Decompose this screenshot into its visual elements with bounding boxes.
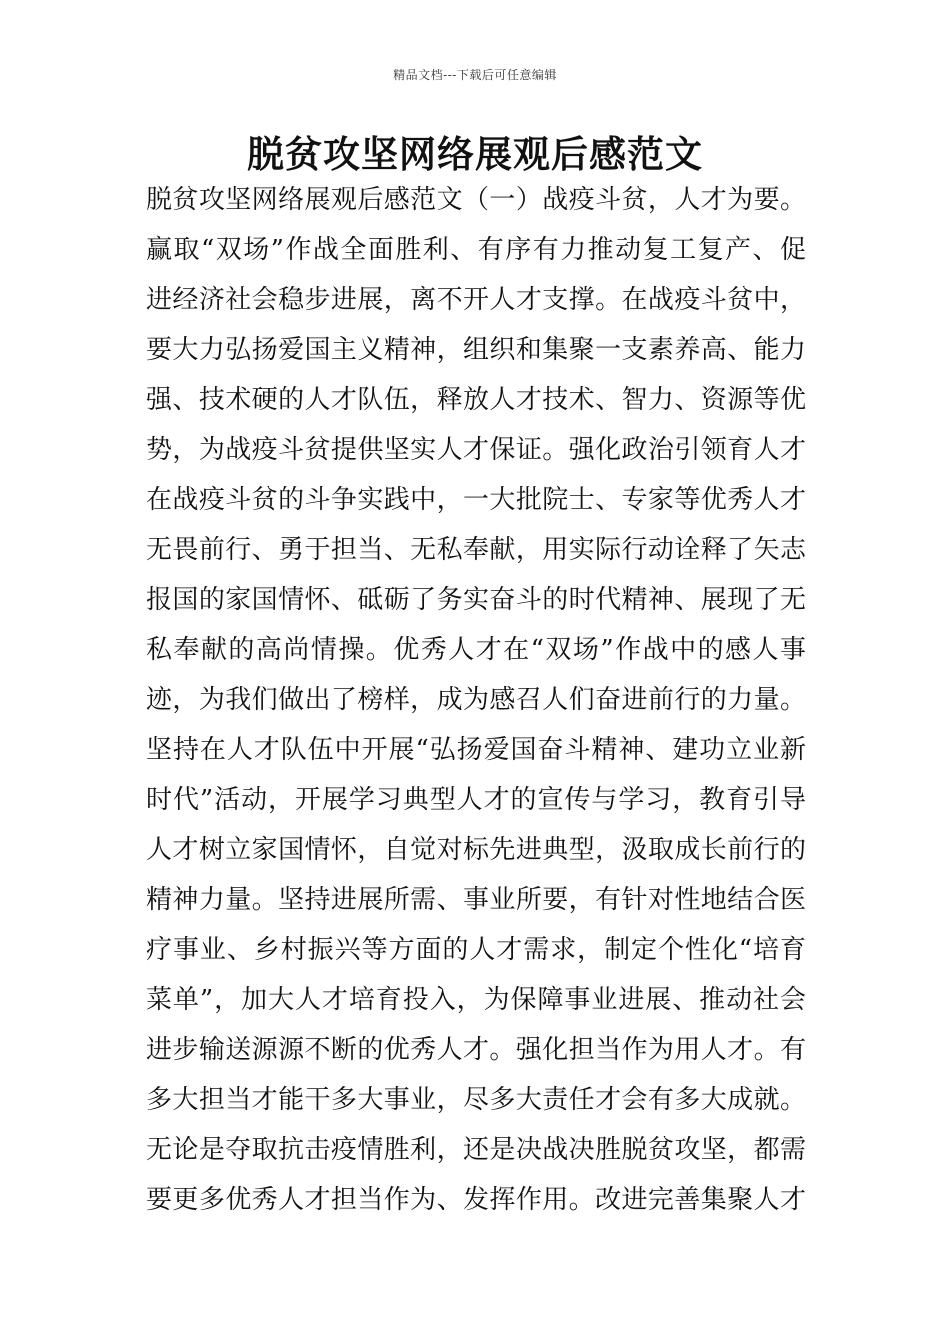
- body-line: 疗事业、乡村振兴等方面的人才需求，制定个性化“培育: [146, 935, 806, 965]
- body-line: 要大力弘扬爱国主义精神，组织和集聚一支素养高、能力: [146, 335, 806, 365]
- body-line: 强、技术硬的人才队伍，释放人才技术、智力、资源等优: [146, 385, 806, 415]
- header-note: 精品文档---下载后可任意编辑: [393, 68, 557, 82]
- body-line: 无畏前行、勇于担当、无私奉献，用实际行动诠释了矢志: [146, 535, 806, 565]
- body-line: 进步输送源源不断的优秀人才。强化担当作为用人才。有: [146, 1035, 806, 1065]
- body-line: 报国的家国情怀、砥砺了务实奋斗的时代精神、展现了无: [146, 585, 806, 615]
- body-line: 多大担当才能干多大事业，尽多大责任才会有多大成就。: [146, 1085, 806, 1115]
- body-line: 私奉献的高尚情操。优秀人才在“双场”作战中的感人事: [146, 635, 806, 665]
- document-body: [146, 177, 806, 1227]
- body-line: 无论是夺取抗击疫情胜利，还是决战决胜脱贫攻坚，都需: [146, 1135, 806, 1165]
- document-title: 脱贫攻坚网络展观后感范文: [247, 132, 703, 176]
- body-line: 人才树立家国情怀，自觉对标先进典型，汲取成长前行的: [146, 835, 806, 865]
- body-line: 坚持在人才队伍中开展“弘扬爱国奋斗精神、建功立业新: [146, 735, 806, 765]
- body-line: 菜单”，加大人才培育投入，为保障事业进展、推动社会: [146, 985, 806, 1015]
- body-line: 要更多优秀人才担当作为、发挥作用。改进完善集聚人才: [146, 1185, 806, 1215]
- body-line: 精神力量。坚持进展所需、事业所要，有针对性地结合医: [146, 885, 806, 915]
- body-line: 脱贫攻坚网络展观后感范文（一）战疫斗贫，人才为要。: [146, 185, 806, 215]
- body-line: 势，为战疫斗贫提供坚实人才保证。强化政治引领育人才: [146, 435, 806, 465]
- body-line: 迹，为我们做出了榜样，成为感召人们奋进前行的力量。: [146, 685, 806, 715]
- body-line: 在战疫斗贫的斗争实践中，一大批院士、专家等优秀人才: [146, 485, 806, 515]
- body-line: 时代”活动，开展学习典型人才的宣传与学习，教育引导: [146, 785, 806, 815]
- body-line: 赢取“双场”作战全面胜利、有序有力推动复工复产、促: [146, 235, 806, 265]
- body-line: 进经济社会稳步进展，离不开人才支撑。在战疫斗贫中，: [146, 285, 806, 315]
